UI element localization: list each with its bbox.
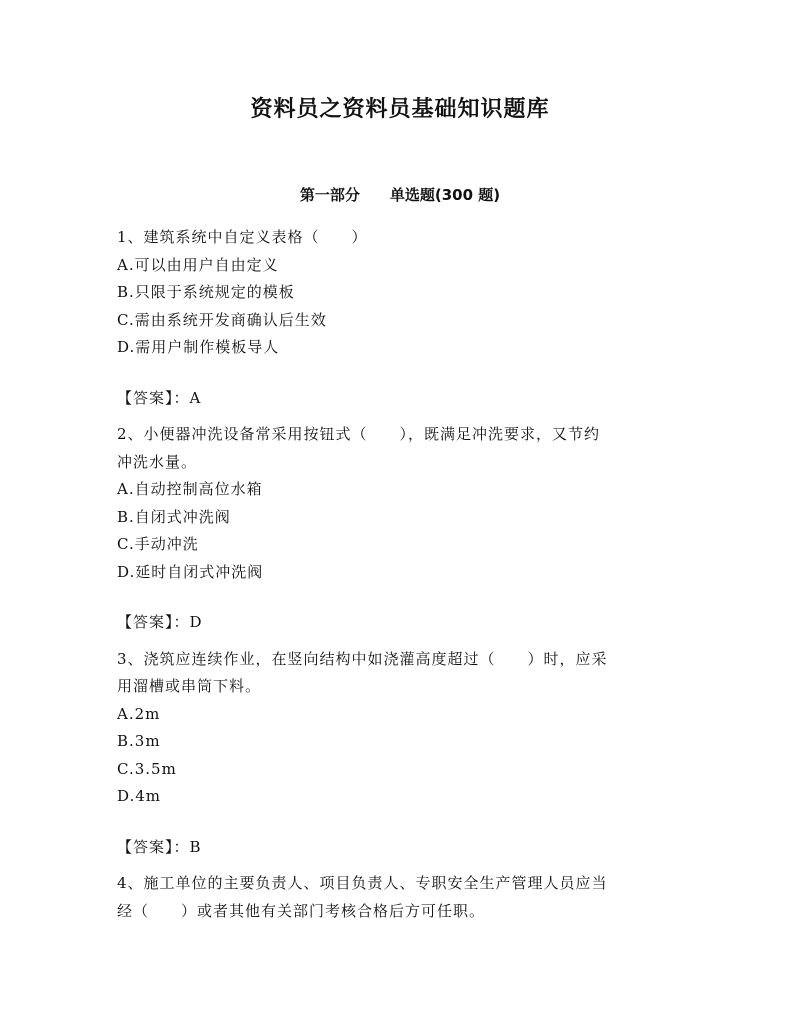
answer-line [117, 834, 683, 862]
answer-line [117, 609, 683, 637]
question-2 [117, 421, 683, 637]
answer-value: D [189, 613, 203, 631]
question-stem-continued: 用溜槽或串筒下料。 [117, 677, 262, 695]
answer-line [117, 385, 683, 413]
answer-label: 【答案】： [117, 837, 190, 856]
section-heading: 第一部分 单选题(300 题) [299, 186, 501, 204]
question-stem: 2、小便器冲洗设备常采用按钮式（ ），既满足冲洗要求，又节约 [117, 425, 601, 443]
answer-value: A [189, 388, 202, 407]
question-stem-continued: 冲洗水量。 [117, 452, 198, 471]
option-a: A.可以由用户自由定义 [117, 255, 279, 274]
question-3 [117, 646, 683, 862]
option-b: B.3m [117, 732, 161, 750]
option-c: C.需由系统开发商确认后生效 [117, 310, 327, 329]
question-stem: 3、浇筑应连续作业，在竖向结构中如浇灌高度超过（ ）时，应采 [117, 649, 608, 668]
answer-label: 【答案】： [117, 388, 190, 407]
option-a: A.2m [117, 704, 161, 723]
option-c: C.手动冲洗 [117, 535, 199, 553]
option-d: D.4m [117, 787, 162, 805]
option-a: A.自动控制高位水箱 [117, 480, 263, 498]
question-1 [117, 224, 683, 412]
document-title: 资料员之资料员基础知识题库 [250, 97, 550, 122]
question-stem-continued: 经（ ）或者其他有关部门考核合格后方可任职。 [117, 901, 486, 920]
option-c: C.3.5m [117, 759, 177, 778]
question-stem: 4、施工单位的主要负责人、项目负责人、专职安全生产管理人员应当 [117, 874, 608, 892]
answer-value: B [189, 837, 202, 856]
option-b: B.只限于系统规定的模板 [117, 283, 295, 301]
answer-label: 【答案】： [117, 613, 190, 631]
option-d: D.延时自闭式冲洗阀 [117, 562, 264, 581]
question-stem: 1、建筑系统中自定义表格（ ） [117, 228, 368, 246]
option-b: B.自闭式冲洗阀 [117, 507, 231, 526]
option-d: D.需用户制作模板导人 [117, 338, 280, 356]
question-list [117, 224, 683, 925]
question-4 [117, 870, 683, 925]
